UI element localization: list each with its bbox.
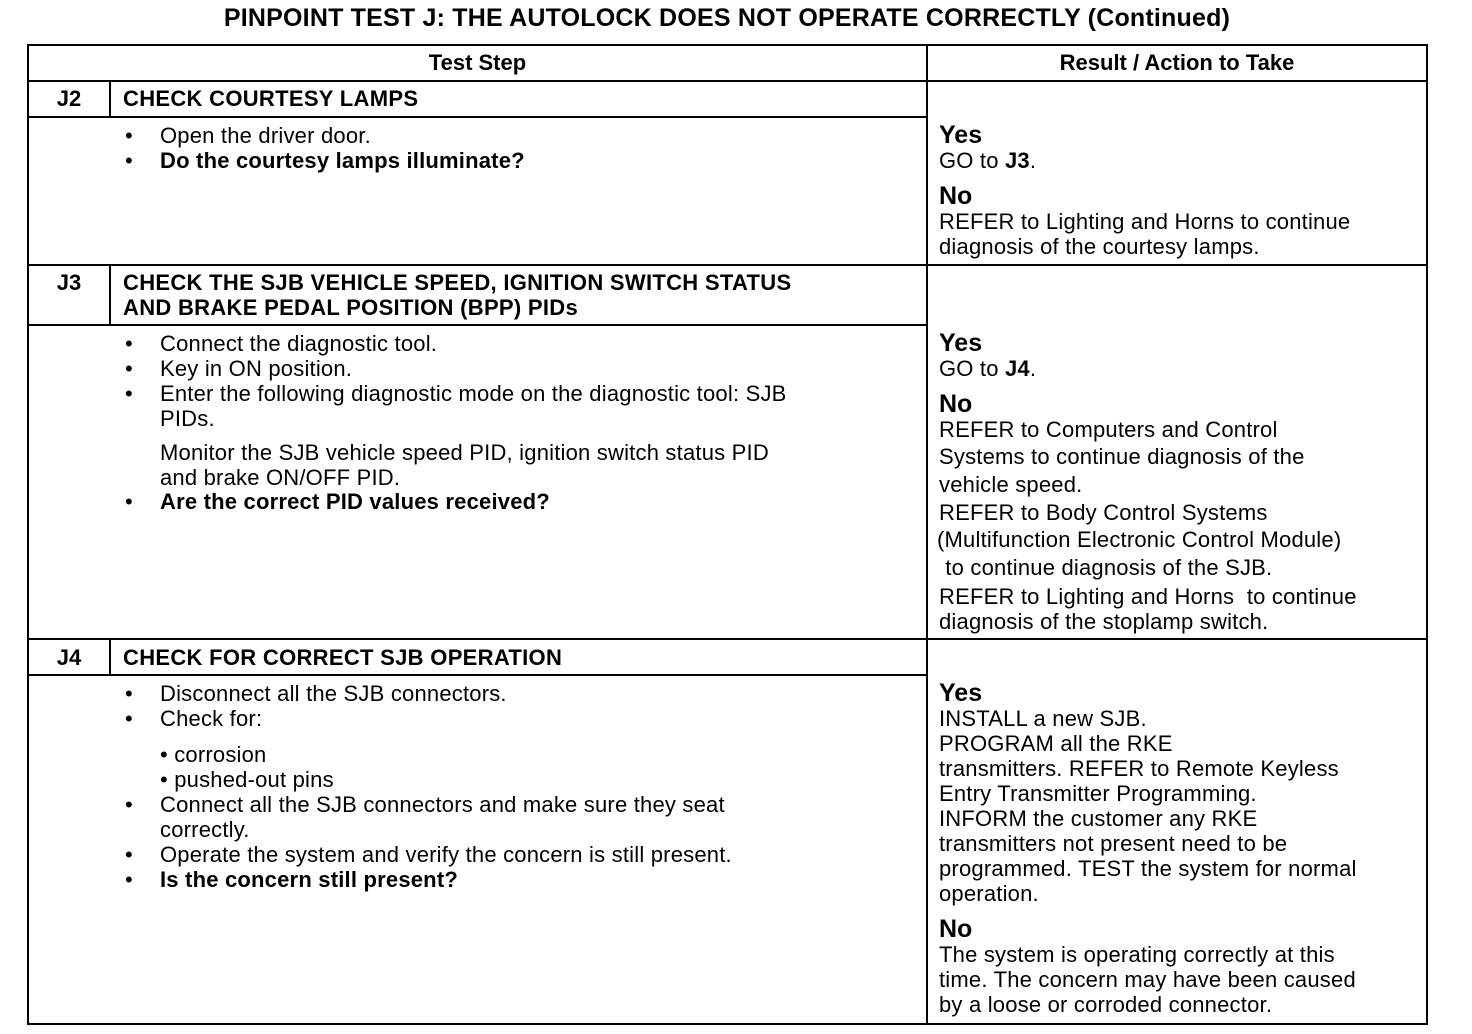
j3-no-action-1: REFER to Computers and Control [939,417,1278,442]
j4-step-3-cont: correctly. [160,817,250,842]
j4-no-label: No [939,915,973,943]
j4-title-divider [27,674,927,676]
j2-yes-label: Yes [939,121,983,149]
j3-step-2: • Key in ON position. [125,356,353,381]
j4-no-action-2: time. The concern may have been caused [939,967,1356,992]
j3-step-4: • Are the correct PID values received? [125,489,550,514]
page-title: PINPOINT TEST J: THE AUTOLOCK DOES NOT OPERATE CORRECTLY (Continued) [223,4,1231,32]
j4-yes-action-5: INFORM the customer any RKE [939,806,1258,831]
j3-no-action-5: (Multifunction Electronic Control Module) [937,527,1342,552]
j4-step-1: • Disconnect all the SJB connectors. [125,681,507,706]
step-id-j4: J4 [56,645,82,670]
j4-yes-label: Yes [939,679,983,707]
j2-row-divider [27,264,1428,266]
j4-yes-action-4: Entry Transmitter Programming. [939,781,1257,806]
j2-title-divider [27,116,927,118]
header-result: Result / Action to Take [1059,50,1295,75]
j3-yes-action: GO to J4. [939,356,1037,381]
j3-row-divider [27,638,1428,640]
header-test-step: Test Step [428,50,527,75]
j3-step-1: • Connect the diagnostic tool. [125,331,438,356]
j2-yes-action: GO to J3. [939,148,1037,173]
j2-no-action-1: REFER to Lighting and Horns to continue [939,209,1351,234]
j2-step-2: • Do the courtesy lamps illuminate? [125,148,525,173]
header-divider [27,80,1428,82]
j4-no-action-3: by a loose or corroded connector. [939,992,1273,1017]
j3-no-action-4: REFER to Body Control Systems [939,500,1268,525]
j3-yes-label: Yes [939,329,983,357]
j2-id-divider [109,80,111,118]
j4-id-divider [109,638,111,676]
j3-no-action-2: Systems to continue diagnosis of the [939,444,1305,469]
j4-step-5: • Is the concern still present? [125,867,458,892]
j4-yes-action-8: operation. [939,881,1039,906]
step-id-j2: J2 [56,86,82,111]
j4-step-4: • Operate the system and verify the concern is still present. [125,842,732,867]
step-title-j2: CHECK COURTESY LAMPS [123,86,419,111]
j4-yes-action-7: programmed. TEST the system for normal [939,856,1357,881]
j4-step-2: • Check for: [125,706,263,731]
j3-note-2: and brake ON/OFF PID. [160,465,401,490]
j3-no-action-6: to continue diagnosis of the SJB. [939,555,1273,580]
j3-no-action-3: vehicle speed. [939,472,1083,497]
j4-check-item-1: • corrosion [160,742,267,767]
j3-no-action-7: REFER to Lighting and Horns to continue [939,584,1357,609]
j4-check-item-2: • pushed-out pins [160,767,334,792]
column-divider [926,44,928,1025]
j2-step-1: • Open the driver door. [125,123,371,148]
j3-title-divider [27,324,927,326]
step-id-j3: J3 [56,270,82,295]
j3-note-1: Monitor the SJB vehicle speed PID, ignition switch status PID [160,440,769,465]
j3-step-3-cont: PIDs. [160,406,215,431]
step-title-j3-line2: AND BRAKE PEDAL POSITION (BPP) PIDs [123,295,579,320]
j3-id-divider [109,264,111,326]
j4-step-3: • Connect all the SJB connectors and make sure they seat [125,792,725,817]
j3-no-action-8: diagnosis of the stoplamp switch. [939,609,1269,634]
j4-no-action-1: The system is operating correctly at this [939,942,1335,967]
j4-yes-action-3: transmitters. REFER to Remote Keyless [939,756,1339,781]
j3-no-label: No [939,390,973,418]
step-title-j3-line1: CHECK THE SJB VEHICLE SPEED, IGNITION SWITCH STATUS [123,270,792,295]
j2-no-label: No [939,182,973,210]
j4-yes-action-1: INSTALL a new SJB. [939,706,1147,731]
j3-step-3: • Enter the following diagnostic mode on the diagnostic tool: SJB [125,381,787,406]
j4-yes-action-2: PROGRAM all the RKE [939,731,1173,756]
step-title-j4: CHECK FOR CORRECT SJB OPERATION [123,645,563,670]
j2-no-action-2: diagnosis of the courtesy lamps. [939,234,1260,259]
j4-yes-action-6: transmitters not present need to be [939,831,1288,856]
